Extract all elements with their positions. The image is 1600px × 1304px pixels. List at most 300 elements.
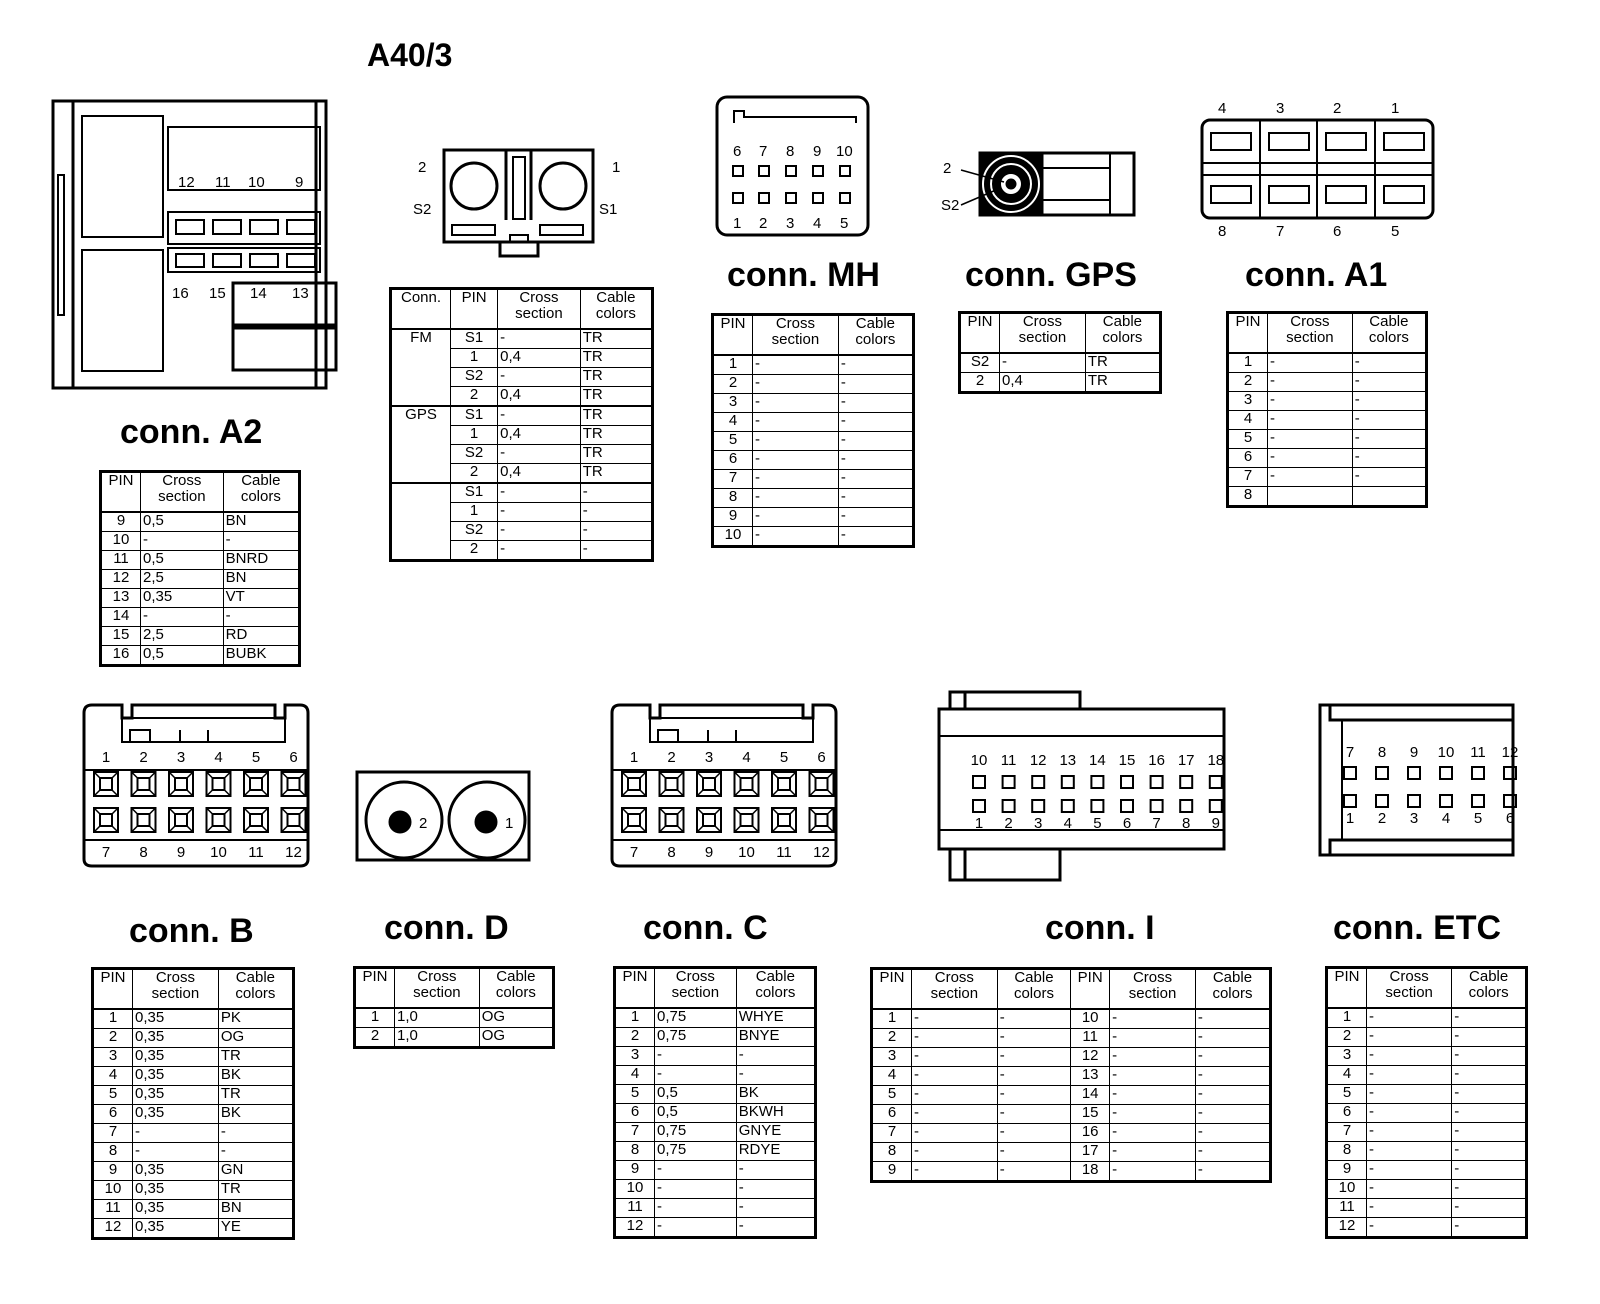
pin-label: 7	[629, 844, 639, 861]
cross-section-cell: 0,5	[141, 551, 224, 570]
cable-color-cell: -	[1195, 1067, 1270, 1086]
main-title: A40/3	[367, 37, 453, 73]
cable-color-cell: -	[580, 541, 652, 561]
pin-label: 10	[1437, 744, 1455, 761]
table-row	[93, 1067, 294, 1086]
pin-label: 6	[289, 749, 298, 766]
terminal-bevel	[282, 772, 306, 796]
cable-color-cell: BK	[736, 1085, 815, 1104]
cable-color-cell: -	[997, 1086, 1070, 1105]
cable-color-cell: -	[736, 1180, 815, 1199]
terminal-bevel	[697, 808, 721, 832]
group-cell: FM	[391, 329, 451, 406]
pin-label: 10	[738, 844, 755, 861]
table-row	[93, 1219, 294, 1239]
pin-cell: 1	[872, 1009, 912, 1029]
pin-cell: 2	[615, 1028, 655, 1047]
table-row	[615, 1218, 816, 1238]
table-row	[93, 1162, 294, 1181]
cable-color-cell: -	[838, 508, 913, 527]
cross-section-cell: 0,4	[498, 349, 581, 368]
header-cross-section	[498, 289, 581, 330]
header-text: colors	[495, 984, 536, 1001]
cable-color-cell: -	[1352, 430, 1426, 449]
pin-label: 16	[1148, 752, 1165, 769]
cross-section-cell: -	[912, 1143, 998, 1162]
title-conn-etc: conn. ETC	[1333, 909, 1502, 947]
cable-color-cell: -	[997, 1105, 1070, 1124]
pin-cell: 3	[1228, 392, 1268, 411]
header-text: Cable	[1014, 969, 1054, 986]
pin-label: 11	[1470, 744, 1486, 761]
pin-label: 11	[248, 844, 264, 861]
cross-section-cell: -	[1367, 1142, 1452, 1161]
cross-section-cell: -	[912, 1086, 998, 1105]
a1-pin-label: 1	[1391, 100, 1400, 117]
cable-color-cell: -	[736, 1047, 815, 1066]
header-text: colors	[1102, 329, 1143, 346]
header-text: Cross	[675, 968, 715, 985]
header-cable-colors	[479, 968, 553, 1009]
terminal-inner	[778, 814, 790, 826]
cable-color-cell: TR	[580, 349, 652, 368]
cable-color-cell: BNYE	[736, 1028, 815, 1047]
table-row	[615, 1104, 816, 1123]
cable-color-cell: TR	[580, 387, 652, 407]
terminal-inner	[741, 778, 753, 790]
pin-label: 4	[214, 749, 223, 766]
pin-cell: 2	[1228, 373, 1268, 392]
header-text: colors	[1468, 984, 1509, 1001]
pin-cell: 13	[1071, 1067, 1110, 1086]
cross-section-cell: 0,75	[655, 1028, 737, 1047]
cross-section-cell: 0,35	[133, 1086, 219, 1105]
pin-cell: 2	[451, 464, 498, 484]
cross-section-cell: -	[753, 451, 839, 470]
header-text: section	[413, 984, 461, 1001]
cable-color-cell: TR	[218, 1181, 293, 1200]
pin-cell: 5	[713, 432, 753, 451]
pin-cell: 5	[1327, 1085, 1367, 1104]
cable-color-cell: OG	[479, 1028, 553, 1048]
cross-section-cell: 0,35	[141, 589, 224, 608]
cross-section-cell: 0,35	[133, 1105, 219, 1124]
cross-section-cell: -	[1110, 1105, 1196, 1124]
header-pin: PIN	[451, 289, 498, 330]
cable-color-cell: -	[1452, 1047, 1527, 1066]
table-row	[872, 1086, 1271, 1105]
header-text: section	[151, 985, 200, 1002]
conn-i-pin-labels	[971, 752, 1224, 832]
pin-cell: S2	[451, 522, 498, 541]
terminal-inner	[666, 814, 678, 826]
pin-cell: 3	[93, 1048, 133, 1067]
cable-color-cell: -	[1452, 1008, 1527, 1028]
table-row	[872, 1048, 1271, 1067]
table-row	[872, 1105, 1271, 1124]
header-text: Cross	[1022, 313, 1062, 330]
cable-color-cell: -	[1352, 411, 1426, 430]
cable-color-cell: -	[838, 355, 913, 375]
header-cable-colors	[1195, 969, 1270, 1010]
a1-pin-label: 5	[1391, 223, 1400, 240]
table-row	[93, 1086, 294, 1105]
pin-cell: 10	[1071, 1009, 1110, 1029]
cable-color-cell: -	[838, 413, 913, 432]
cross-section-cell: 0,35	[133, 1162, 219, 1181]
cable-color-cell: WHYE	[736, 1008, 815, 1028]
header-pin: PIN	[1071, 969, 1110, 1010]
cross-section-cell: 0,75	[655, 1123, 737, 1142]
cross-section-cell: -	[133, 1124, 219, 1143]
table-row	[872, 1143, 1271, 1162]
pin-cell: 4	[93, 1067, 133, 1086]
terminal-cell	[1210, 776, 1222, 788]
terminal-cell	[1151, 776, 1163, 788]
mh-pin-label: 10	[836, 143, 853, 160]
cable-color-cell: BN	[218, 1200, 293, 1219]
pin-label: 12	[813, 844, 830, 861]
cross-section-cell: 0,35	[133, 1200, 219, 1219]
cable-color-cell: -	[1452, 1199, 1527, 1218]
terminal-inner	[703, 778, 715, 790]
cross-section-cell: -	[133, 1143, 219, 1162]
pin-cell: 1	[451, 426, 498, 445]
pin-label: 5	[1093, 815, 1102, 832]
terminal-inner	[175, 814, 187, 826]
cable-color-cell: -	[1452, 1123, 1527, 1142]
cross-section-cell: 0,4	[1000, 373, 1086, 393]
cable-color-cell: OG	[218, 1029, 293, 1048]
cable-color-cell: BN	[223, 570, 299, 589]
pin-cell: 5	[872, 1086, 912, 1105]
cross-section-cell: -	[1268, 449, 1353, 468]
header-text: Cable	[1102, 313, 1142, 330]
conn-gps-drawing	[961, 153, 1134, 215]
table-row	[615, 1199, 816, 1218]
cable-color-cell: -	[1195, 1048, 1270, 1067]
cross-section-cell: -	[912, 1105, 998, 1124]
terminal-inner	[666, 778, 678, 790]
table-row	[713, 432, 914, 451]
terminal-bevel	[660, 772, 684, 796]
cable-color-cell: RD	[223, 627, 299, 646]
cross-section-cell: -	[498, 483, 581, 503]
header-text: Cross	[162, 472, 202, 489]
pin-cell: 3	[713, 394, 753, 413]
header-text: section	[671, 984, 720, 1001]
cable-color-cell: TR	[1085, 373, 1160, 393]
pin-label: 9	[704, 844, 714, 861]
cross-section-cell: -	[655, 1066, 737, 1085]
conn-etc-pin-labels	[1346, 744, 1519, 827]
table-row	[615, 1085, 816, 1104]
pin-cell: 7	[713, 470, 753, 489]
pin-label: 8	[1182, 815, 1191, 832]
pin-label: 8	[1377, 744, 1387, 761]
terminal-inner	[703, 814, 715, 826]
pin-label: 6	[817, 749, 826, 766]
header-text: colors	[1368, 329, 1409, 346]
a2-pin-label: 16	[172, 285, 189, 302]
terminal-bevel	[282, 808, 306, 832]
table-row	[1327, 1199, 1527, 1218]
pin-label: 9	[176, 844, 186, 861]
cable-color-cell: -	[1195, 1086, 1270, 1105]
table-row	[713, 508, 914, 527]
pin-cell: 15	[1071, 1105, 1110, 1124]
header-text: colors	[595, 305, 636, 322]
cross-section-cell: 0,5	[141, 512, 224, 532]
terminal-inner	[778, 778, 790, 790]
terminal-inner	[100, 778, 112, 790]
cross-section-cell: -	[498, 541, 581, 561]
cross-section-cell: -	[753, 355, 839, 375]
cross-section-cell: -	[1000, 353, 1086, 373]
table-conn-c	[613, 966, 817, 1239]
terminal-inner	[175, 778, 187, 790]
pin-label: 4	[1441, 810, 1451, 827]
pin-label: 7	[1345, 744, 1355, 761]
cable-color-cell: TR	[580, 464, 652, 484]
terminal-inner	[138, 778, 150, 790]
pin-cell: 12	[615, 1218, 655, 1238]
cable-color-cell: -	[1452, 1142, 1527, 1161]
cable-color-cell: BUBK	[223, 646, 299, 666]
cross-section-cell: -	[655, 1161, 737, 1180]
table-conn-gps	[958, 311, 1162, 394]
a2-pin-label: 11	[215, 174, 231, 191]
cross-section-cell: -	[753, 394, 839, 413]
header-text: section	[771, 331, 820, 348]
cross-section-cell: -	[1110, 1048, 1196, 1067]
a2-pin-label: 12	[178, 174, 195, 191]
table-row	[615, 1180, 816, 1199]
cross-section-cell: -	[1268, 468, 1353, 487]
table-row	[1327, 1085, 1527, 1104]
cable-color-cell: TR	[580, 426, 652, 445]
pin-label: 12	[285, 844, 302, 861]
cable-color-cell: TR	[218, 1048, 293, 1067]
title-conn-b: conn. B	[129, 912, 254, 950]
cable-color-cell: BKWH	[736, 1104, 815, 1123]
cable-color-cell: BNRD	[223, 551, 299, 570]
pin-label: 6	[1505, 810, 1515, 827]
pin-label: 17	[1177, 752, 1195, 769]
table-row	[1228, 449, 1427, 468]
terminal-bevel	[244, 808, 268, 832]
terminal-cell	[1472, 795, 1484, 807]
table-conn-fm-gps	[389, 287, 654, 562]
header-cable-colors	[736, 968, 815, 1009]
terminal-cell	[1062, 800, 1074, 812]
table-row	[713, 489, 914, 508]
cross-section-cell: 0,35	[133, 1048, 219, 1067]
header-text: Cable	[241, 472, 281, 489]
cross-section-cell: -	[141, 608, 224, 627]
header-text: section	[1018, 329, 1067, 346]
cable-color-cell: -	[838, 451, 913, 470]
cross-section-cell: -	[1268, 411, 1353, 430]
table-row	[1228, 468, 1427, 487]
terminal-inner	[628, 814, 640, 826]
cable-color-cell: -	[1195, 1124, 1270, 1143]
pin-cell: 10	[93, 1181, 133, 1200]
terminal-cell	[1344, 767, 1356, 779]
header-cable-colors	[997, 969, 1070, 1010]
pin-cell: 10	[101, 532, 141, 551]
conn-b-cells	[94, 772, 306, 832]
terminal-cell	[1344, 795, 1356, 807]
terminal-cell	[1151, 800, 1163, 812]
cable-color-cell: -	[997, 1162, 1070, 1182]
header-text: Cable	[235, 969, 275, 986]
group-cell	[391, 483, 451, 561]
header-text: section	[1128, 985, 1177, 1002]
pin-cell: 10	[1327, 1180, 1367, 1199]
pin-cell: 16	[1071, 1124, 1110, 1143]
table-row	[93, 1105, 294, 1124]
pin-cell: 1	[93, 1009, 133, 1029]
header-text: colors	[755, 984, 796, 1001]
terminal-inner	[816, 814, 828, 826]
cable-color-cell: -	[997, 1048, 1070, 1067]
header-pin: PIN	[1228, 313, 1268, 354]
header-pin: PIN	[872, 969, 912, 1010]
table-row	[391, 406, 653, 426]
header-cable-colors	[1085, 313, 1160, 354]
cable-color-cell: GN	[218, 1162, 293, 1181]
cable-color-cell: -	[1352, 373, 1426, 392]
cable-color-cell: -	[218, 1124, 293, 1143]
cross-section-cell: 0,35	[133, 1067, 219, 1086]
header-cable-colors	[1352, 313, 1426, 354]
cable-color-cell: -	[838, 394, 913, 413]
cross-section-cell: -	[1367, 1180, 1452, 1199]
table-row	[713, 413, 914, 432]
terminal-cell	[1003, 776, 1015, 788]
terminal-inner	[288, 814, 300, 826]
terminal-bevel	[207, 772, 231, 796]
terminal-bevel	[94, 772, 118, 796]
header-cable-colors	[223, 472, 299, 513]
cable-color-cell: -	[1195, 1162, 1270, 1182]
fm-gps-label: 1	[612, 159, 621, 176]
cross-section-cell: -	[1110, 1067, 1196, 1086]
terminal-inner	[628, 778, 640, 790]
cross-section-cell: 1,0	[395, 1008, 480, 1028]
cross-section-cell: 0,5	[655, 1085, 737, 1104]
title-conn-c: conn. C	[643, 909, 768, 947]
conn-mh-cells	[733, 166, 850, 203]
pin-label: 2	[1377, 810, 1387, 827]
pin-label: 7	[1152, 815, 1161, 832]
table-row	[960, 373, 1161, 393]
pin-cell: 12	[93, 1219, 133, 1239]
table-row	[93, 1200, 294, 1219]
cable-color-cell: BK	[218, 1067, 293, 1086]
terminal-cell	[1472, 767, 1484, 779]
table-row	[101, 532, 300, 551]
a2-pin-label: 9	[295, 174, 304, 191]
pin-cell: 8	[872, 1143, 912, 1162]
header-pin: PIN	[713, 315, 753, 356]
terminal-cell	[1091, 800, 1103, 812]
cable-color-cell: -	[1195, 1029, 1270, 1048]
pin-cell: 6	[872, 1105, 912, 1124]
cross-section-cell: -	[1268, 373, 1353, 392]
pin-label: 2	[139, 749, 148, 766]
table-row	[1228, 487, 1427, 507]
pin-cell: S1	[451, 329, 498, 349]
cable-color-cell: -	[1352, 353, 1426, 373]
table-row	[713, 394, 914, 413]
cross-section-cell: -	[1367, 1028, 1452, 1047]
cross-section-cell: 0,4	[498, 426, 581, 445]
terminal-cell	[1210, 800, 1222, 812]
cross-section-cell: -	[753, 375, 839, 394]
cross-section-cell: 0,35	[133, 1181, 219, 1200]
header-text: Cable	[596, 289, 636, 306]
terminal-inner	[816, 778, 828, 790]
cable-color-cell: -	[1452, 1161, 1527, 1180]
pin-label: 9	[1409, 744, 1419, 761]
pin-label: 12	[1501, 744, 1519, 761]
cross-section-cell: -	[1110, 1162, 1196, 1182]
cable-color-cell: -	[580, 522, 652, 541]
title-conn-i: conn. I	[1045, 909, 1155, 947]
conn-c-pin-labels	[630, 749, 830, 861]
terminal-bevel	[169, 808, 193, 832]
header-text: Cable	[755, 968, 795, 985]
pin-cell: 7	[1228, 468, 1268, 487]
pin-cell: 4	[713, 413, 753, 432]
cable-color-cell: GNYE	[736, 1123, 815, 1142]
pin-cell: 5	[1228, 430, 1268, 449]
header-cross-section	[1000, 313, 1086, 354]
terminal-cell	[1003, 800, 1015, 812]
cable-color-cell: -	[838, 470, 913, 489]
table-row	[713, 527, 914, 547]
pin-cell: 1	[451, 349, 498, 368]
table-row	[615, 1047, 816, 1066]
pin-cell: 8	[1228, 487, 1268, 507]
cross-section-cell: 0,5	[141, 646, 224, 666]
cross-section-cell: -	[498, 368, 581, 387]
conn-a2-drawing	[53, 101, 336, 388]
cross-section-cell: 0,35	[133, 1219, 219, 1239]
pin-label: 5	[1473, 810, 1483, 827]
pin-label: 8	[667, 844, 676, 861]
pin-cell: 11	[93, 1200, 133, 1219]
terminal-bevel	[94, 808, 118, 832]
table-row	[960, 353, 1161, 373]
pin-cell: 18	[1071, 1162, 1110, 1182]
pin-cell: 1	[1327, 1008, 1367, 1028]
pin-cell: 4	[1327, 1066, 1367, 1085]
terminal-cell	[1440, 767, 1452, 779]
cross-section-cell: 0,75	[655, 1142, 737, 1161]
conn-i-cells	[973, 776, 1222, 812]
header-text: Cable	[496, 968, 536, 985]
cross-section-cell: -	[912, 1029, 998, 1048]
table-row	[1327, 1142, 1527, 1161]
terminal-inner	[213, 814, 225, 826]
cross-section-cell: -	[655, 1047, 737, 1066]
cable-color-cell: TR	[1085, 353, 1160, 373]
header-pin: PIN	[1327, 968, 1367, 1009]
terminal-bevel	[772, 772, 796, 796]
